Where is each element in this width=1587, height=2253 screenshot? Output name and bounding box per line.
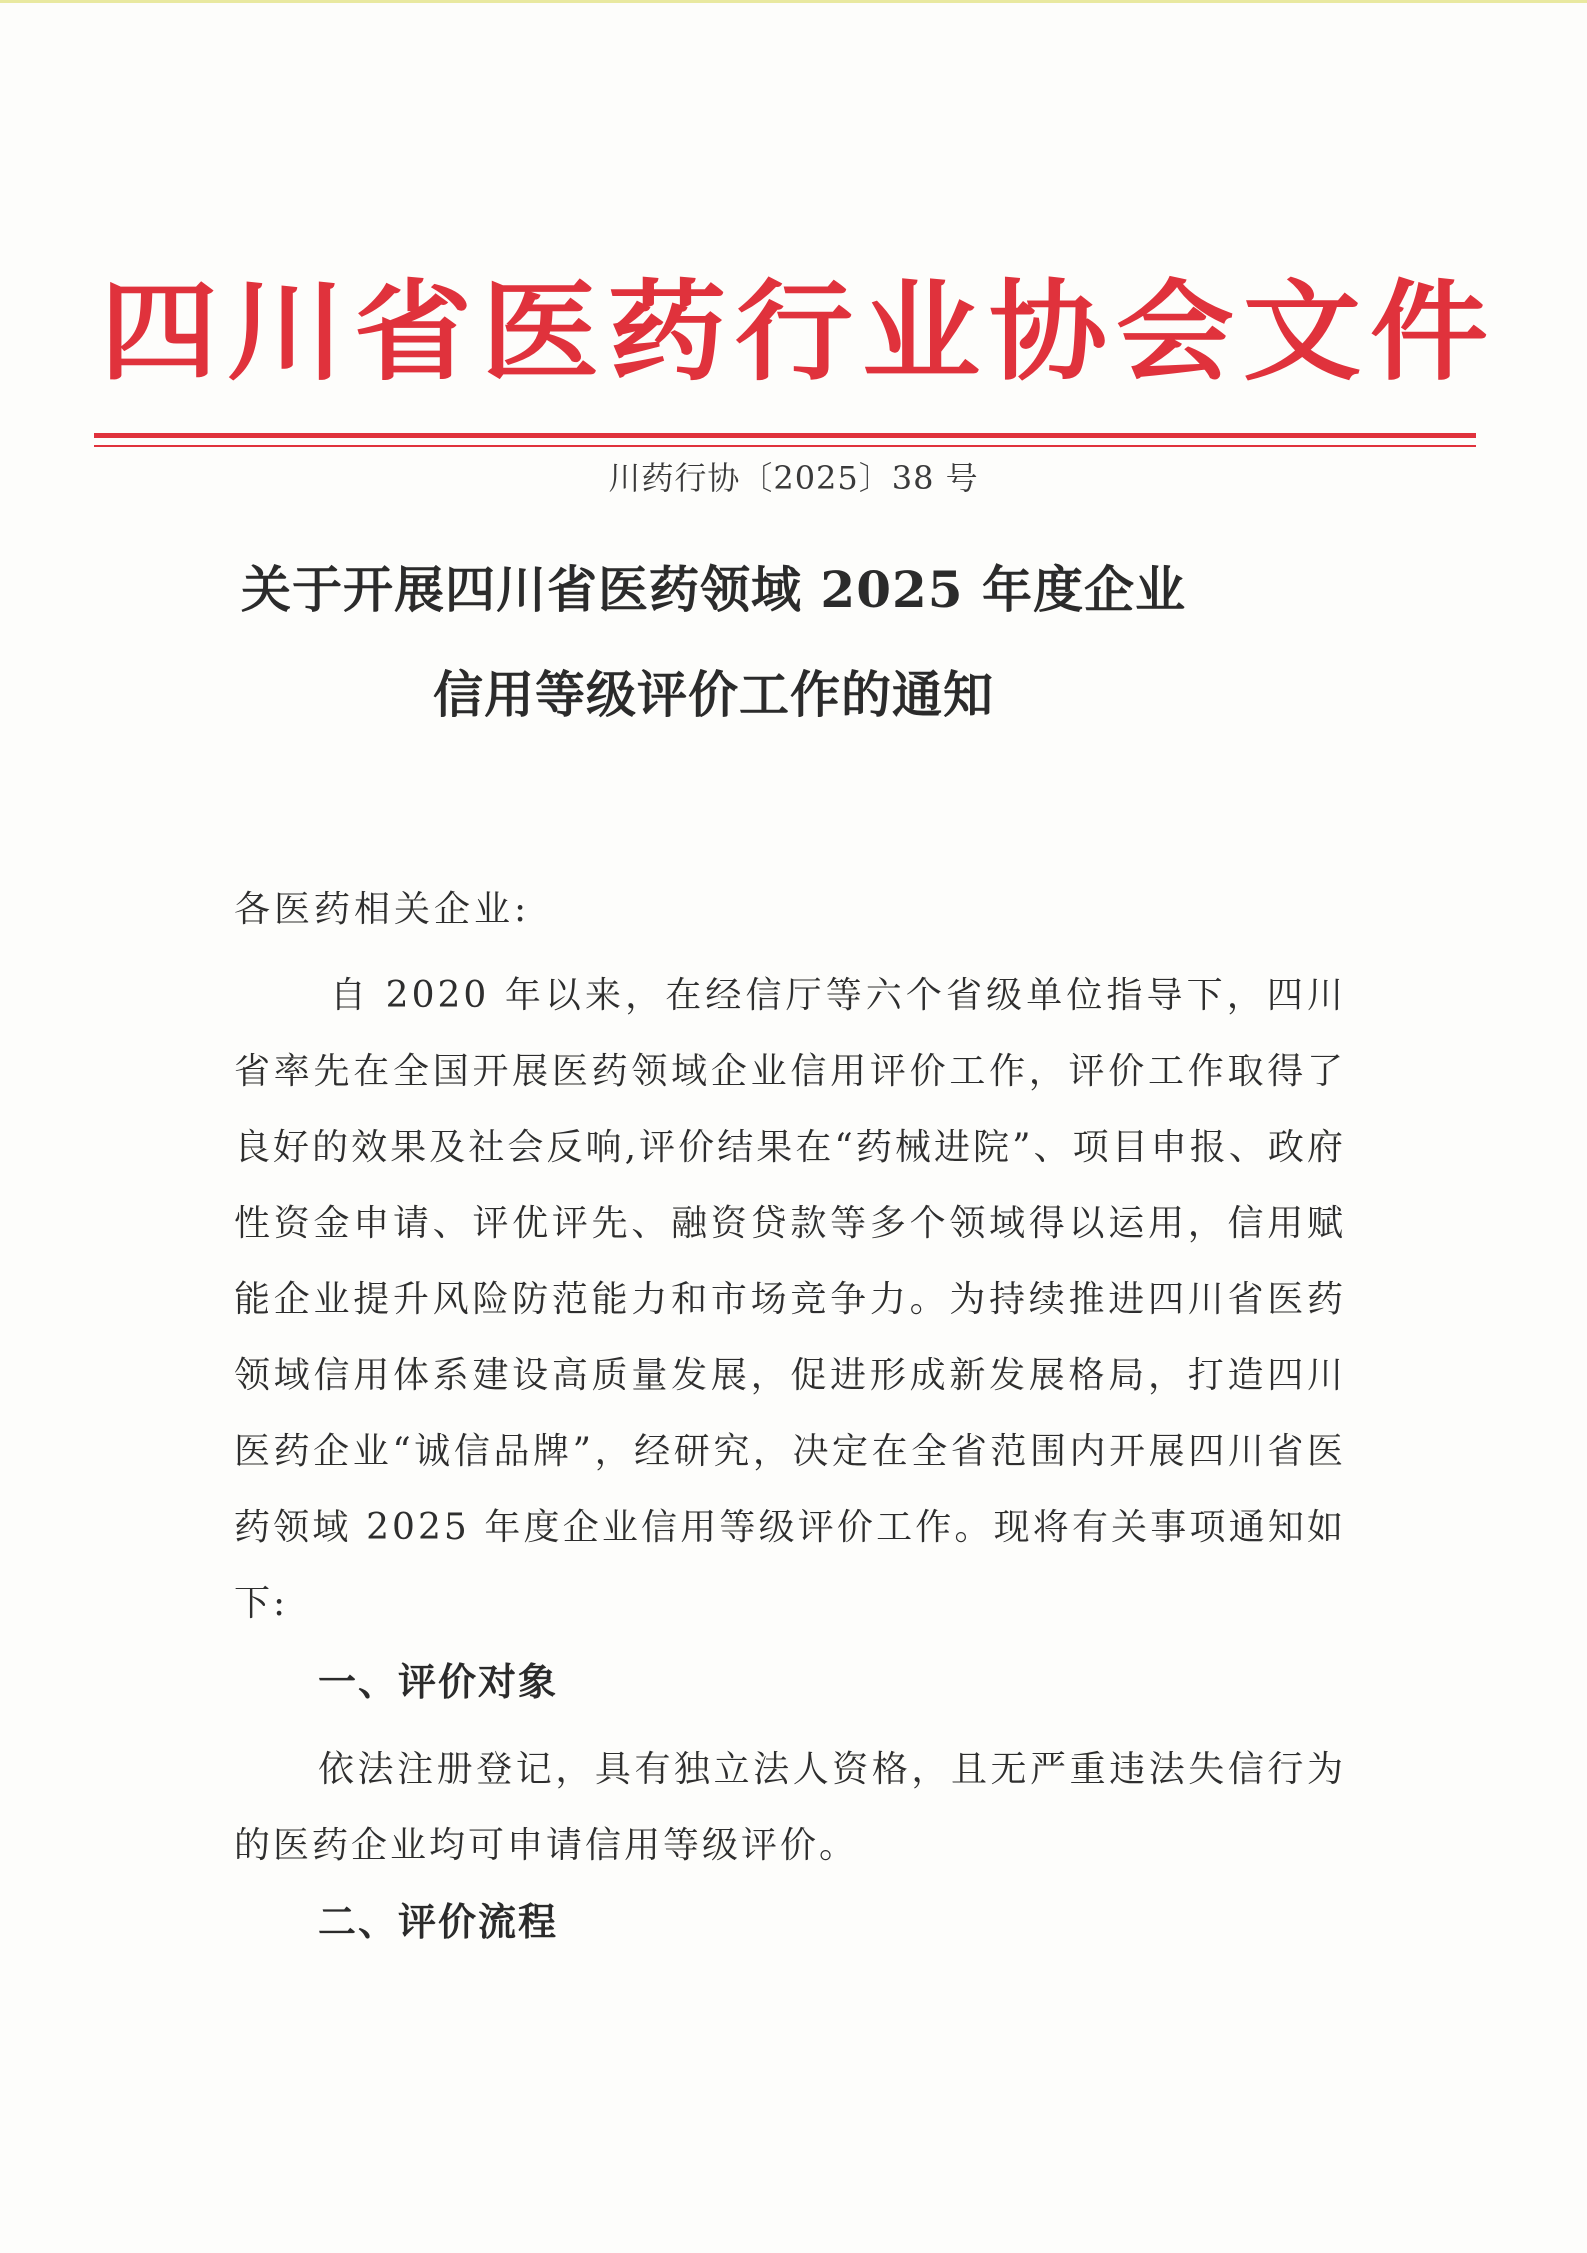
salutation: 各医药相关企业: bbox=[234, 889, 531, 930]
masthead-char: 文 bbox=[1242, 268, 1361, 396]
document-title-line-2: 信用等级评价工作的通知 bbox=[433, 665, 994, 724]
masthead-char: 四 bbox=[99, 268, 218, 396]
masthead-char: 药 bbox=[607, 268, 726, 396]
masthead-char: 川 bbox=[226, 268, 345, 396]
section-heading-evaluation-process: 二、评价流程 bbox=[318, 1899, 559, 1944]
masthead-title bbox=[96, 268, 1492, 397]
masthead-char: 省 bbox=[353, 268, 472, 396]
document-number: 川药行协〔2025〕38 号 bbox=[608, 459, 979, 497]
masthead-char: 协 bbox=[988, 268, 1107, 396]
masthead-char: 会 bbox=[1115, 268, 1234, 396]
body-paragraph-evaluation-target: 依法注册登记，具有独立法人资格，且无严重违法失信行为的医药企业均可申请信用等级评价。 bbox=[234, 1749, 1346, 1866]
masthead-char: 医 bbox=[480, 268, 599, 396]
masthead-char: 业 bbox=[861, 268, 980, 396]
masthead-char: 件 bbox=[1369, 268, 1488, 396]
red-divider-thick bbox=[94, 433, 1476, 438]
document-title-line-1: 关于开展四川省医药领域 2025 年度企业 bbox=[241, 560, 1186, 619]
section-heading-evaluation-target: 一、评价对象 bbox=[318, 1659, 559, 1704]
masthead-char: 行 bbox=[734, 268, 853, 396]
body-paragraph-intro: 自 2020 年以来，在经信厅等六个省级单位指导下，四川省率先在全国开展医药领域企业信用评价工作，评价工作取得了良好的效果及社会反响,评价结果在“药械进院”、项目申报、政府性资金申请、评优评先、融资贷款等多个领域得以运用，信用赋能企业提升风险防范能力和市场竞争力。为持续推进四川省医药领域信用体系建设高质量发展，促进形成新发展格局，打造四川医药企业“诚信品牌”，经研究，决定在全省范围内开展四川省医药领域 2025 年度企业信用等级评价工作。现将有关事项通知如下: bbox=[234, 975, 1346, 1624]
red-divider-thin bbox=[94, 445, 1476, 447]
page-top-edge bbox=[0, 0, 1587, 3]
